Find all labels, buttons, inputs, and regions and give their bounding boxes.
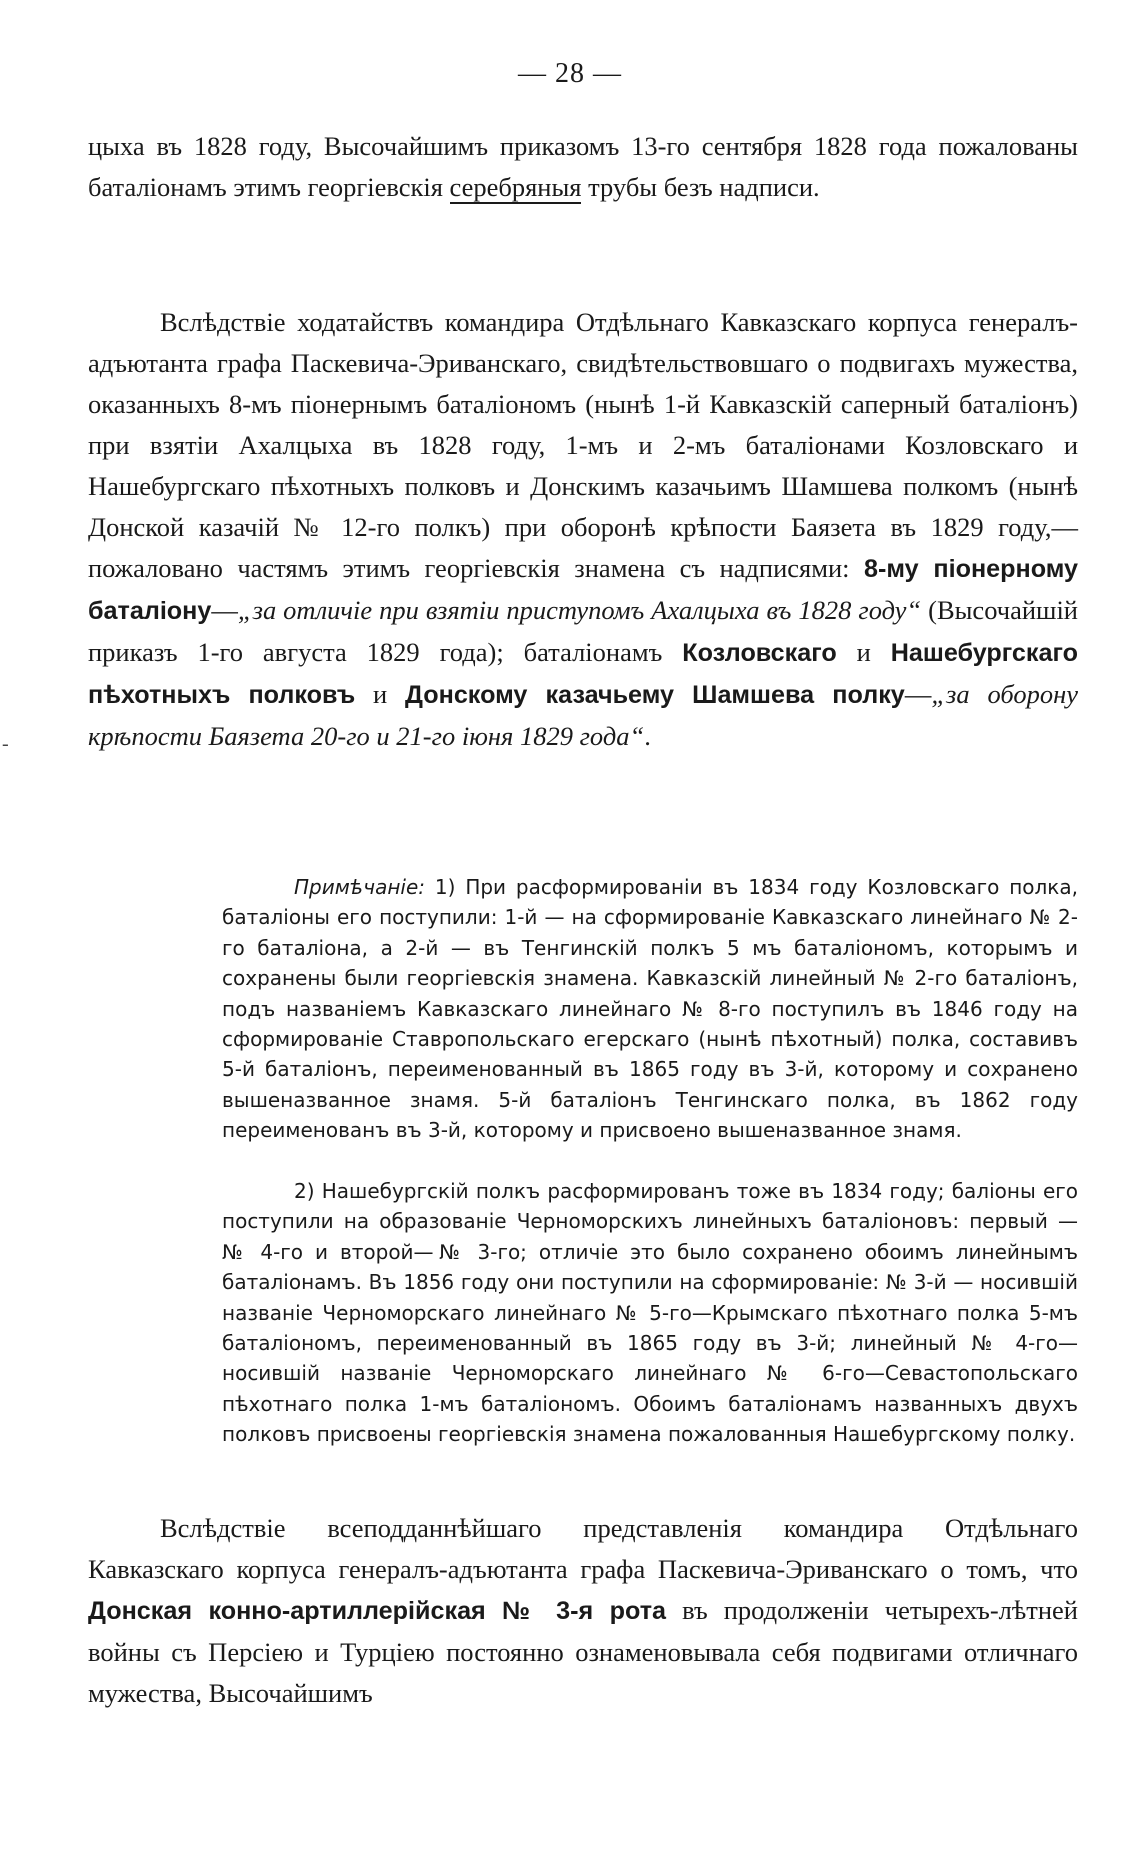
paragraph-artillery <box>88 1508 1078 1714</box>
margin-mark: - <box>2 733 9 755</box>
footnote-2 <box>222 1176 1078 1450</box>
page-number: — 28 — <box>518 58 622 89</box>
para1-text-a: цыха въ 1828 году, Высочайшимъ приказомъ 13-го сентября 1828 года пожалованы баталіонамъ этимъ георгіевскія <box>88 131 1078 202</box>
para3-text-b: въ продолженіи четырехъ-лѣтней войны съ Персіею и Турціею постоянно ознаменовывала себя подвигами отличнаго мужества, Высочайшимъ <box>88 1595 1078 1708</box>
footnote-1 <box>222 872 1078 1146</box>
para2-text-c: (Высочайшій приказъ 1-го августа 1829 года); баталіонамъ <box>88 595 1078 667</box>
para2-italic-inscription-a: „за отличіе при взятіи приступомъ Ахалцыха въ 1828 году“ <box>237 595 922 625</box>
para2-italic-inscription-b: „за оборону крѣпости Баязета 20-го и 21-го іюня 1829 года“ <box>88 679 1078 751</box>
para2-text-g: . <box>644 721 651 751</box>
para3-text-a: Вслѣдствіе всеподданнѣйшаго представленія командира Отдѣльнаго Кавказскаго корпуса генералъ-адъютанта графа Паскевича-Эриванскаго о томъ, что <box>88 1513 1078 1584</box>
paragraph-banners <box>88 302 1078 757</box>
para2-bold-nasheburg: Нашебургскаго пѣхотныхъ полковъ <box>88 639 1078 709</box>
para2-text-e: и <box>355 679 406 709</box>
paragraph-continuation <box>88 126 1078 208</box>
para2-bold-pioneer: 8-му піонерному баталіону <box>88 555 1078 625</box>
para1-text-b: трубы безъ надписи. <box>581 172 820 202</box>
para2-text-d: и <box>836 637 891 667</box>
footnote-2-text: 2) Нашебургскій полкъ расформированъ тоже въ 1834 году; баліоны его поступили на образованіе Черноморскихъ линейныхъ баталіоновъ: первый — № 4-го и второй—№ 3-го; отличіе это было сохранено обоимъ линейнымъ баталіонамъ. Въ 1856 году они поступили на сформированіе: № 3-й — носившій названіе Черноморскаго линейнаго № 5-го—Крымскаго пѣхотнаго полка 5-мъ баталіономъ, переименованный въ 1865 году въ 3-й; линейный № 4-го—носившій названіе Черноморскаго линейнаго № 6-го—Севастопольскаго пѣхотнаго полка 1-мъ баталіономъ. Обоимъ баталіонамъ названныхъ двухъ полковъ присвоены георгіевскія знамена пожалованныя Нашебургскому полку. <box>222 1179 1078 1447</box>
para2-text-a: Вслѣдствіе ходатайствъ командира Отдѣльнаго Кавказскаго корпуса генералъ-адъютанта графа Паскевича-Эриванскаго, свидѣтельствовшаго о подвигахъ мужества, оказанныхъ 8-мъ піонернымъ баталіономъ (нынѣ 1-й Кавказскій саперный баталіонъ) при взятіи Ахалцыха въ 1828 году, 1-мъ и 2-мъ баталіонами Козловскаго и Нашебургскаго пѣхотныхъ полковъ и Донскимъ казачьимъ Шамшева полкомъ (нынѣ Донской казачій № 12-го полкъ) при оборонѣ крѣпости Баязета въ 1829 году,—пожаловано частямъ этимъ георгіевскія знамена съ надписями: <box>88 307 1078 583</box>
footnote-1-text: 1) При расформированіи въ 1834 году Козловскаго полка, баталіоны его поступили: 1-й — на сформированіе Кавказскаго линейнаго № 2-го баталіона, а 2-й — въ Тенгинскій полкъ 5 мъ баталіономъ, которымъ и сохранены были георгіевскія знамена. Кавказскій линейный № 2-го баталіонъ, подъ названіемъ Кавказскаго линейнаго № 8-го поступилъ въ 1846 году на сформированіе Ставропольскаго егерскаго (нынѣ пѣхотный) полка, составивъ 5-й баталіонъ, переименованный въ 1865 году въ 3-й, которому и сохранено вышеназванное знамя. 5-й баталіонъ Тенгинскаго полка, въ 1862 году переименованъ въ 3-й, которому и присвоено вышеназванное знамя. <box>222 875 1078 1143</box>
para3-bold-artillery: Донская конно-артиллерійская № 3-я рота <box>88 1597 667 1625</box>
footnote-label: Примѣчаніе: <box>294 875 426 899</box>
para2-text-b: — <box>211 595 238 625</box>
para2-text-f: — <box>904 679 932 709</box>
para2-bold-kozlov: Козловскаго <box>682 639 837 667</box>
para1-underlined-word: серебряныя <box>449 172 582 202</box>
para2-bold-don: Донскому казачьему Шамшева полку <box>405 681 905 709</box>
